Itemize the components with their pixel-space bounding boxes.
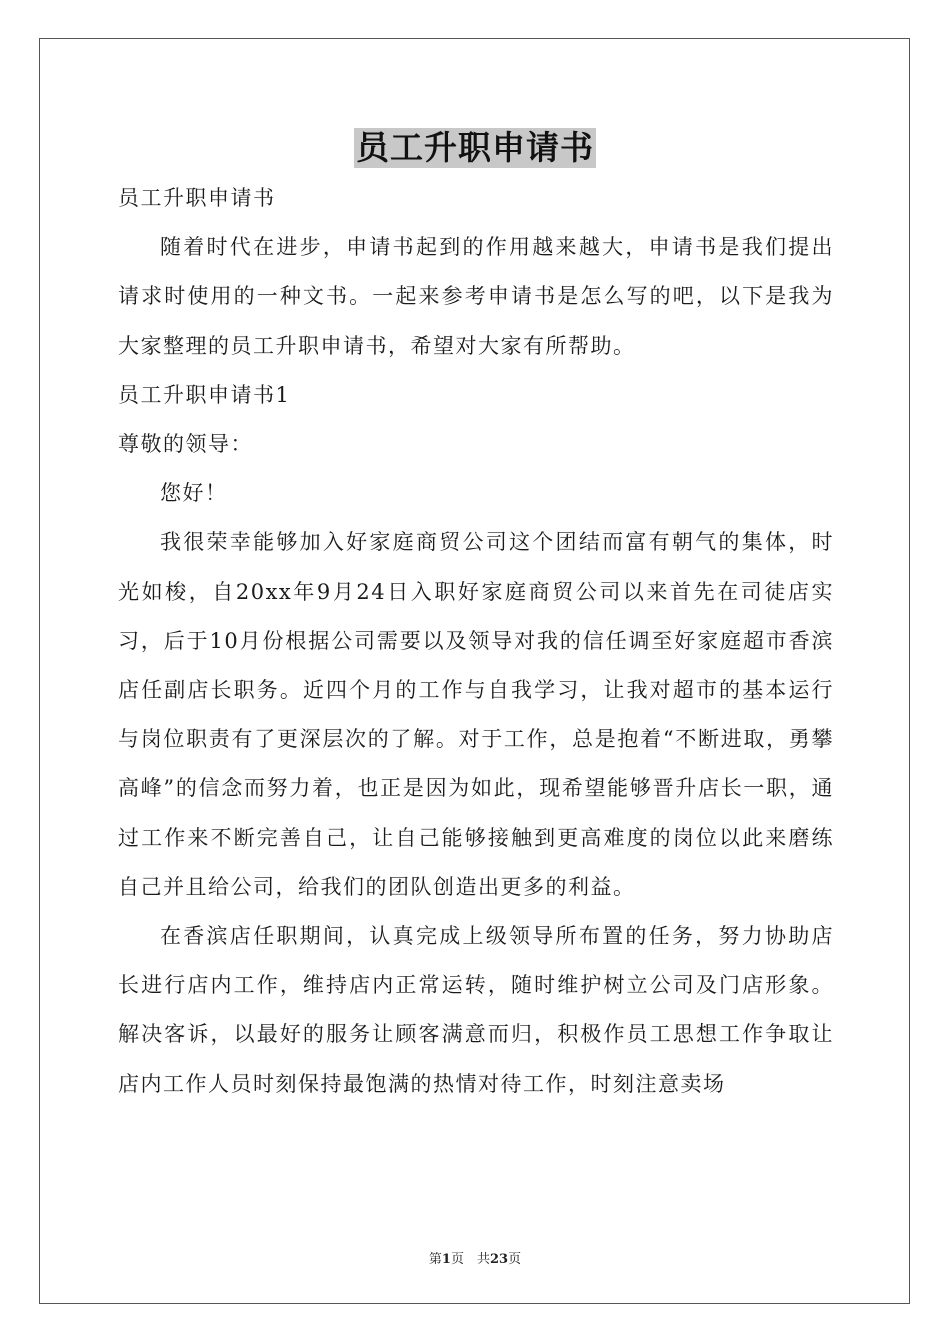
- footer-page-suffix: 页: [508, 1252, 522, 1267]
- paragraph-section-heading: 员工升职申请书1: [118, 382, 291, 407]
- page-footer: [0, 1248, 950, 1267]
- footer-page-mid: 页 共: [450, 1252, 490, 1267]
- paragraph-heading: 员工升职申请书: [118, 186, 276, 210]
- paragraph-greeting: 您好！: [160, 481, 228, 506]
- paragraph-body-1: 我很荣幸能够加入好家庭商贸公司这个团结而富有朝气的集体，时光如梭，自20xx年9月24日入职好家庭商贸公司以来首先在司徒店实习，后于10月份根据公司需要以及领导对我的信任调至好家庭超市香滨店任副店长职务。近四个月的工作与自我学习，让我对超市的基本运行与岗位职责有了更深层次的了解。对于工作，总是抱着“不断进取，勇攀高峰”的信念而努力着，也正是因为如此，现希望能够晋升店长一职，通过工作来不断完善自己，让自己能够接触到更高难度的岗位以此来磨练自己并且给公司，给我们的团队创造出更多的利益。: [118, 530, 834, 899]
- document-body: [118, 174, 834, 1109]
- paragraph-body-2: 在香滨店任职期间，认真完成上级领导所布置的任务，努力协助店长进行店内工作，维持店内正常运转，随时维护树立公司及门店形象。解决客诉，以最好的服务让顾客满意而归，积极作员工思想工作争取让店内工作人员时刻保持最饱满的热情对待工作，时刻注意卖场: [118, 924, 834, 1096]
- document-title: 员工升职申请书: [356, 128, 594, 167]
- footer-page-total: 23: [489, 1252, 509, 1267]
- footer-page-prefix: 第: [428, 1252, 442, 1267]
- footer-page-current: 1: [441, 1252, 451, 1267]
- title-container: [0, 128, 950, 168]
- paragraph-intro: 随着时代在进步，申请书起到的作用越来越大，申请书是我们提出请求时使用的一种文书。一起来参考申请书是怎么写的吧，以下是我为大家整理的员工升职申请书，希望对大家有所帮助。: [118, 235, 834, 358]
- paragraph-salutation: 尊敬的领导：: [118, 432, 253, 457]
